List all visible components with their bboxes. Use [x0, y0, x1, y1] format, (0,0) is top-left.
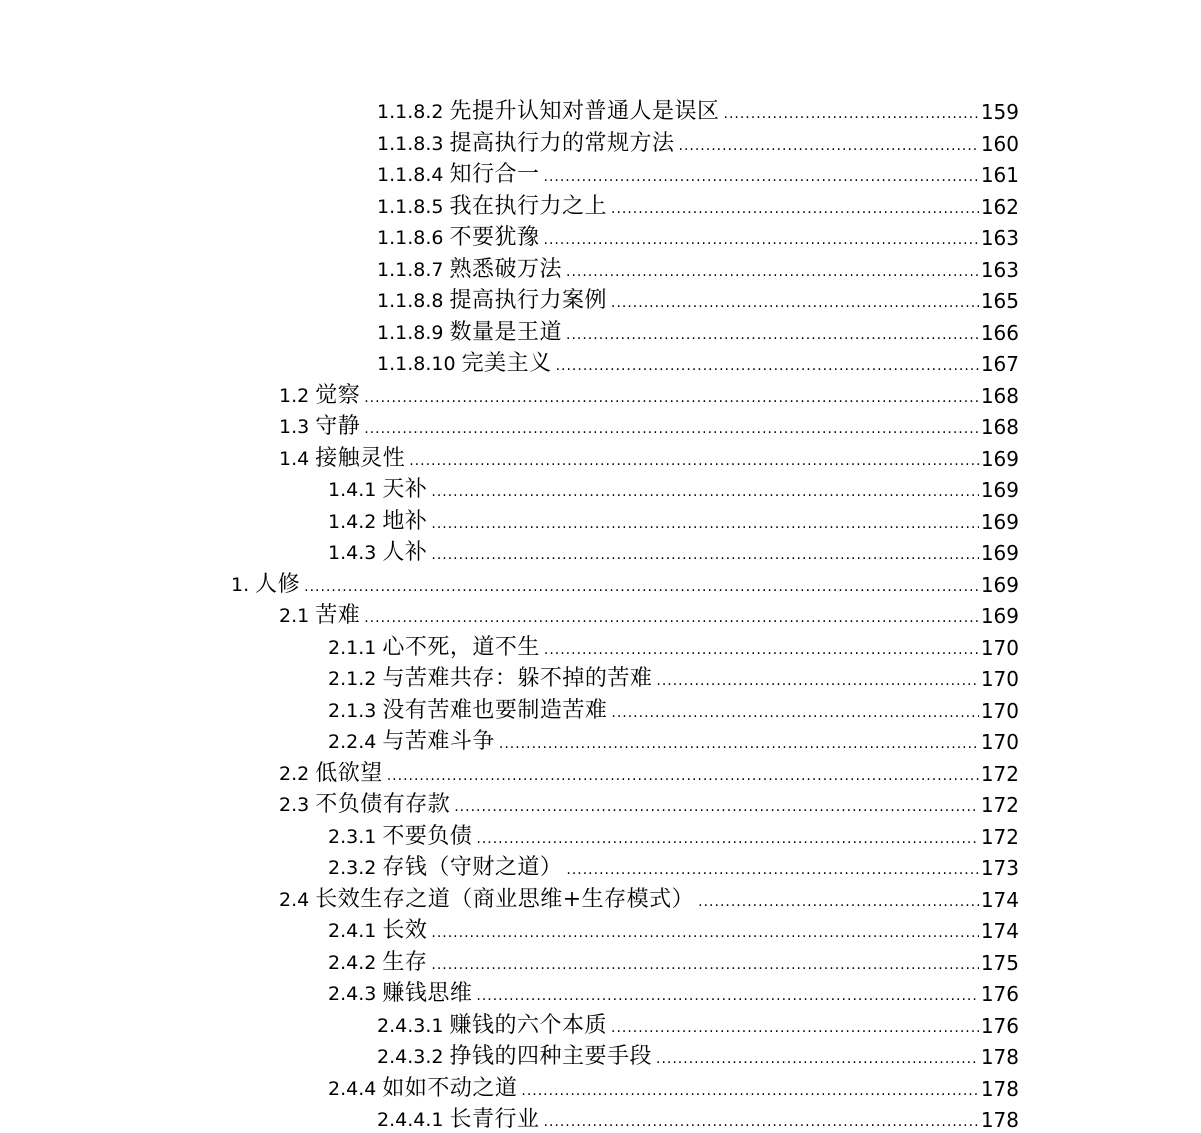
toc-entry-title: 不要负债 — [382, 823, 473, 849]
toc-leader-dots — [611, 1021, 979, 1035]
toc-entry-number: 1.4 — [279, 447, 310, 470]
toc-entry-number: 1.1.8.4 — [377, 164, 444, 186]
toc-entry-title: 赚钱的六个本质 — [449, 1012, 607, 1038]
toc-entry-title: 觉察 — [315, 382, 361, 408]
toc-entry-page: 166 — [980, 320, 1019, 345]
toc-entry-page: 169 — [980, 509, 1019, 534]
toc-entry-title: 知行合一 — [449, 162, 540, 187]
toc-entry-number: 2.3.2 — [328, 857, 377, 879]
toc-leader-dots — [698, 895, 979, 909]
toc-leader-dots — [431, 548, 978, 562]
toc-leader-dots — [521, 1084, 978, 1098]
toc-leader-dots — [431, 958, 978, 972]
toc-entry-title: 挣钱的四种主要手段 — [449, 1044, 652, 1069]
toc-entry[interactable] — [328, 850, 1019, 881]
toc-entry-number: 1.4.1 — [328, 479, 377, 501]
toc-leader-dots — [476, 989, 978, 1003]
toc-leader-dots — [544, 170, 979, 184]
toc-entry-number: 2.1.3 — [328, 699, 377, 722]
toc-entry-page: 162 — [980, 194, 1019, 219]
toc-entry-title: 提高执行力的常规方法 — [449, 130, 675, 156]
toc-entry-number: 2.4.3.2 — [377, 1046, 444, 1068]
toc-entry-number: 1.1.8.7 — [377, 258, 444, 281]
toc-entry[interactable] — [279, 882, 1019, 913]
toc-leader-dots — [544, 1115, 979, 1129]
toc-entry-page: 173 — [980, 856, 1019, 880]
toc-entry[interactable] — [377, 1039, 1019, 1070]
toc-entry-page: 163 — [980, 257, 1019, 282]
toc-entry-page: 165 — [980, 289, 1019, 313]
toc-entry-page: 178 — [980, 1076, 1019, 1101]
toc-entry[interactable] — [279, 756, 1019, 787]
toc-entry-title: 低欲望 — [315, 760, 383, 786]
toc-entry[interactable] — [328, 1071, 1019, 1102]
toc-entry-title: 如如不动之道 — [382, 1075, 518, 1101]
toc-entry[interactable] — [328, 472, 1019, 503]
toc-entry-number: 1.1.8.2 — [377, 101, 444, 123]
toc-entry-page: 172 — [980, 761, 1019, 786]
toc-leader-dots — [431, 926, 978, 940]
toc-entry-title: 赚钱思维 — [382, 981, 473, 1006]
toc-entry-number: 1.4.2 — [328, 510, 377, 533]
toc-entry-number: 2.2 — [279, 762, 310, 785]
toc-entry-title: 数量是王道 — [449, 319, 562, 345]
toc-entry[interactable] — [328, 724, 1019, 755]
toc-leader-dots — [431, 517, 978, 531]
toc-entry-title: 地补 — [382, 508, 428, 534]
toc-entry-number: 2.4 — [279, 888, 310, 911]
toc-entry-page: 174 — [980, 887, 1019, 912]
toc-entry-number: 1.3 — [279, 416, 310, 438]
toc-entry-title: 心不死，道不生 — [382, 634, 540, 660]
toc-entry[interactable] — [231, 567, 1019, 598]
toc-entry-title: 提高执行力案例 — [449, 288, 607, 313]
toc-entry-number: 1.4.3 — [328, 542, 377, 564]
toc-entry-page: 168 — [980, 415, 1019, 439]
toc-leader-dots — [611, 706, 978, 720]
toc-entry-title: 人补 — [382, 540, 428, 565]
toc-entry-title: 守静 — [315, 414, 361, 439]
toc-leader-dots — [499, 737, 979, 751]
toc-leader-dots — [679, 139, 979, 153]
toc-entry-title: 天补 — [382, 477, 428, 502]
toc-entry-page: 167 — [980, 352, 1019, 376]
toc-entry-page: 160 — [980, 131, 1019, 156]
toc-entry[interactable] — [377, 346, 1019, 377]
toc-leader-dots — [387, 769, 979, 783]
toc-leader-dots — [566, 265, 979, 279]
toc-entry-number: 2.4.1 — [328, 920, 377, 942]
toc-entry-title: 没有苦难也要制造苦难 — [382, 697, 608, 723]
toc-entry-title: 长效 — [382, 918, 428, 943]
toc-entry-number: 1.1.8.10 — [377, 353, 456, 375]
toc-entry[interactable] — [328, 504, 1019, 535]
toc-entry[interactable] — [279, 409, 1019, 440]
toc-entry[interactable] — [377, 1008, 1019, 1039]
toc-entry[interactable] — [328, 819, 1019, 850]
toc-entry-page: 175 — [980, 950, 1019, 975]
toc-entry[interactable] — [328, 945, 1019, 976]
toc-entry-number: 2.4.4.1 — [377, 1109, 444, 1131]
toc-entry-number: 1.1.8.8 — [377, 290, 444, 312]
toc-leader-dots — [454, 800, 979, 814]
toc-entry-number: 2.1.2 — [328, 668, 377, 690]
toc-entry-page: 159 — [980, 100, 1019, 124]
toc-entry[interactable] — [377, 94, 1019, 125]
toc-leader-dots — [724, 107, 979, 121]
toc-entry-title: 先提升认知对普通人是误区 — [449, 99, 720, 124]
toc-leader-dots — [611, 202, 979, 216]
toc-entry-number: 2.4.2 — [328, 951, 377, 974]
toc-entry-page: 169 — [980, 572, 1019, 597]
toc-entry[interactable] — [377, 220, 1019, 251]
toc-entry-page: 169 — [980, 446, 1019, 471]
toc-leader-dots — [656, 1052, 979, 1066]
toc-entry-title: 存钱（守财之道） — [382, 855, 563, 880]
toc-entry-number: 2.4.3.1 — [377, 1014, 444, 1037]
toc-entry[interactable] — [328, 661, 1019, 692]
toc-entry[interactable] — [377, 189, 1019, 220]
toc-entry[interactable] — [377, 126, 1019, 157]
toc-entry-page: 172 — [980, 793, 1019, 817]
toc-leader-dots — [304, 580, 979, 594]
toc-entry-title: 熟悉破万法 — [449, 256, 562, 282]
toc-leader-dots — [544, 643, 979, 657]
toc-leader-dots — [566, 328, 979, 342]
toc-entry-number: 1.2 — [279, 384, 310, 407]
toc-leader-dots — [364, 391, 979, 405]
toc-entry[interactable] — [377, 157, 1019, 188]
toc-leader-dots — [556, 359, 979, 373]
toc-entry-page: 174 — [980, 919, 1019, 943]
toc-entry[interactable] — [328, 913, 1019, 944]
toc-entry[interactable] — [377, 252, 1019, 283]
toc-leader-dots — [409, 454, 979, 468]
toc-leader-dots — [476, 832, 978, 846]
toc-entry[interactable] — [279, 441, 1019, 472]
toc-entry-page: 163 — [980, 226, 1019, 250]
toc-entry-page: 170 — [980, 635, 1019, 660]
toc-entry-page: 169 — [980, 478, 1019, 502]
toc-entry-title: 长青行业 — [449, 1107, 540, 1132]
toc-entry-title: 与苦难斗争 — [382, 729, 495, 754]
toc-entry-page: 170 — [980, 698, 1019, 723]
toc-entry-number: 2.3.1 — [328, 825, 377, 848]
toc-entry-number: 2.3 — [279, 794, 310, 816]
toc-entry-title: 我在执行力之上 — [449, 193, 607, 219]
toc-leader-dots — [656, 674, 978, 688]
toc-entry-number: 2.1 — [279, 605, 310, 627]
toc-entry[interactable] — [328, 693, 1019, 724]
toc-entry-page: 161 — [980, 163, 1019, 187]
toc-entry[interactable] — [328, 976, 1019, 1007]
toc-entry-title: 完美主义 — [461, 351, 552, 376]
toc-leader-dots — [364, 611, 979, 625]
toc-entry[interactable] — [377, 315, 1019, 346]
toc-entry-title: 接触灵性 — [315, 445, 406, 471]
toc-entry-title: 不负债有存款 — [315, 792, 451, 817]
toc-entry-page: 169 — [980, 604, 1019, 628]
toc-entry-page: 170 — [980, 730, 1019, 754]
toc-entry[interactable] — [328, 535, 1019, 566]
toc-leader-dots — [544, 233, 979, 247]
toc-entry[interactable] — [377, 1102, 1019, 1133]
toc-entry-number: 2.4.3 — [328, 983, 377, 1005]
toc-entry-page: 178 — [980, 1045, 1019, 1069]
toc-entry-page: 170 — [980, 667, 1019, 691]
toc-entry[interactable] — [279, 378, 1019, 409]
toc-entry-page: 169 — [980, 541, 1019, 565]
toc-entry-page: 168 — [980, 383, 1019, 408]
toc-entry-title: 人修 — [255, 571, 301, 597]
toc-leader-dots — [431, 485, 978, 499]
toc-entry-title: 长效生存之道（商业思维+生存模式） — [315, 886, 695, 912]
toc-entry-title: 与苦难共存：躲不掉的苦难 — [382, 666, 653, 691]
toc-entry-number: 1. — [231, 573, 250, 596]
toc-leader-dots — [611, 296, 979, 310]
toc-entry-number: 2.2.4 — [328, 731, 377, 753]
toc-entry-page: 178 — [980, 1108, 1019, 1132]
toc-entry-number: 1.1.8.6 — [377, 227, 444, 249]
toc-entry-page: 176 — [980, 982, 1019, 1006]
toc-entry-title: 生存 — [382, 949, 428, 975]
toc-entry-page: 176 — [980, 1013, 1019, 1038]
toc-entry-title: 苦难 — [315, 603, 361, 628]
toc-entry-number: 2.1.1 — [328, 636, 377, 659]
toc-entry-number: 2.4.4 — [328, 1077, 377, 1100]
toc-entry-page: 172 — [980, 824, 1019, 849]
toc-leader-dots — [566, 863, 978, 877]
toc-entry-number: 1.1.8.5 — [377, 195, 444, 218]
toc-entry-number: 1.1.8.3 — [377, 132, 444, 155]
toc-leader-dots — [364, 422, 979, 436]
toc-entry-number: 1.1.8.9 — [377, 321, 444, 344]
toc-entry[interactable] — [279, 787, 1019, 818]
toc-entry[interactable] — [328, 630, 1019, 661]
toc-entry[interactable] — [279, 598, 1019, 629]
toc-entry[interactable] — [377, 283, 1019, 314]
toc-entry-title: 不要犹豫 — [449, 225, 540, 250]
